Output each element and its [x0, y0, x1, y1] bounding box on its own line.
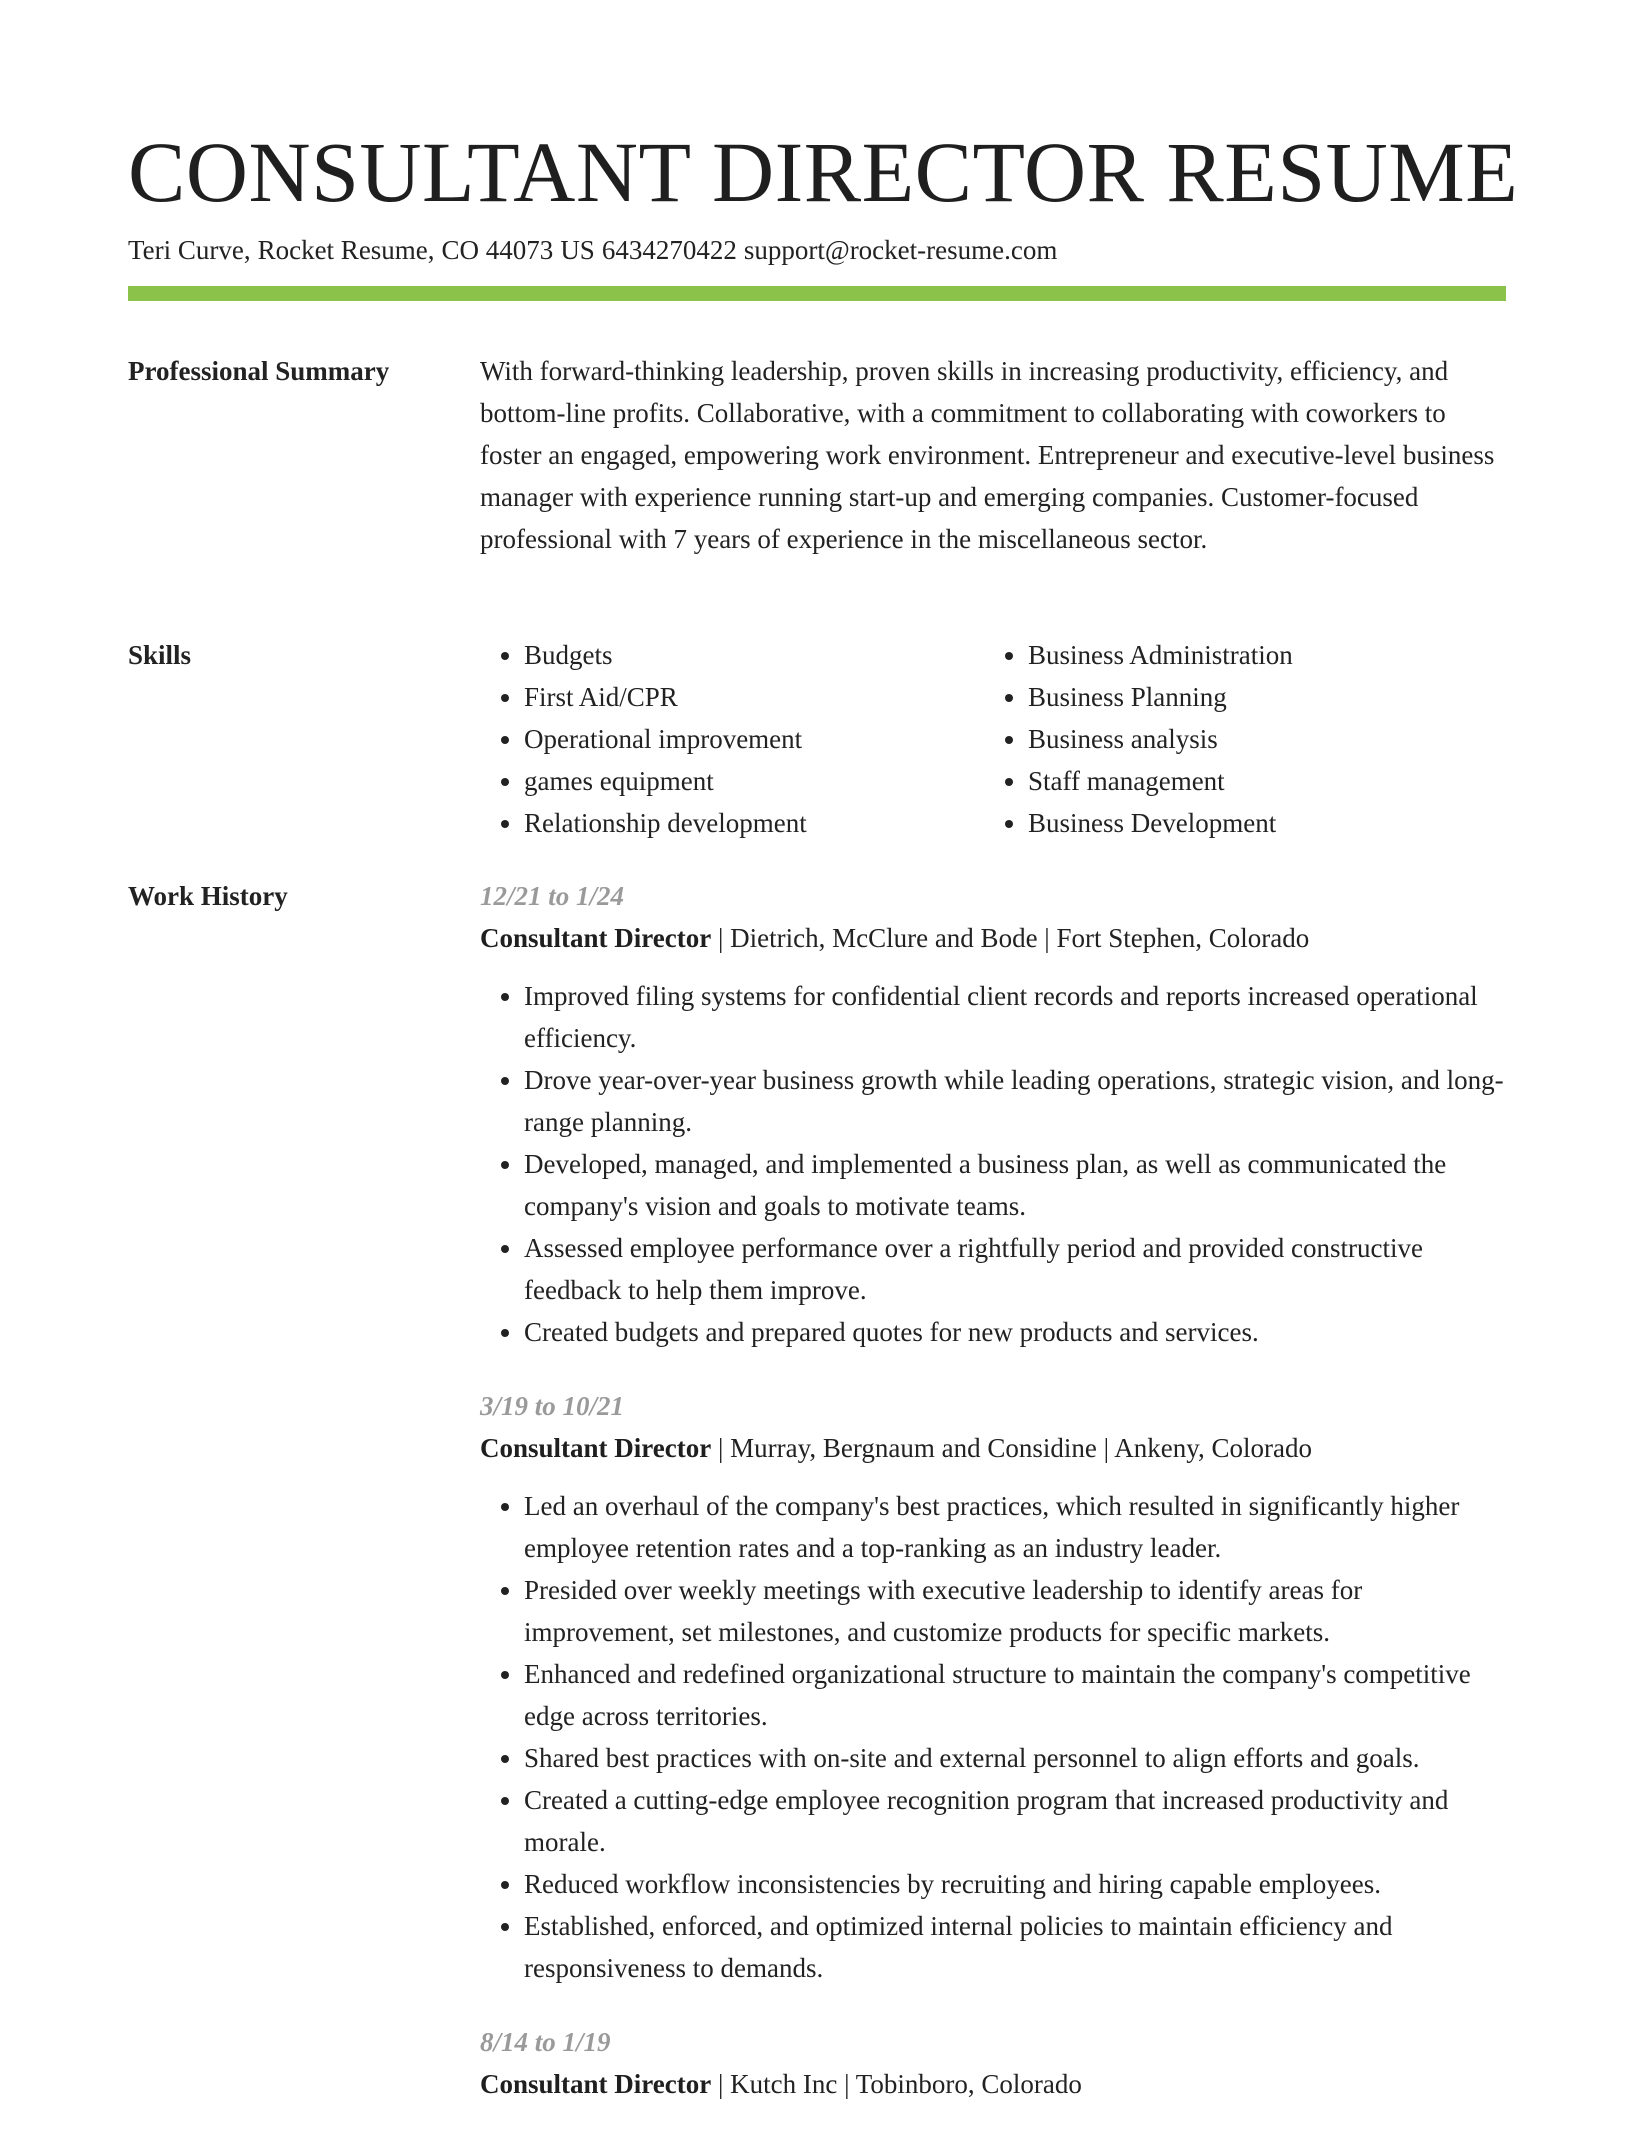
- job-bullets: [480, 1485, 1506, 1989]
- job-title: Consultant Director: [480, 2069, 712, 2099]
- job-company-location: | Dietrich, McClure and Bode | Fort Stephen, Colorado: [711, 923, 1310, 953]
- job-bullets: [480, 975, 1506, 1353]
- skill-item: • Business analysis: [1028, 718, 1528, 760]
- work-history-heading: Work History: [128, 881, 288, 911]
- skill-item: • Budgets: [524, 634, 984, 676]
- job-bullet: • Reduced workflow inconsistencies by recruiting and hiring capable employees.: [524, 1863, 1506, 1905]
- job-entry: [480, 1385, 1506, 1989]
- job-bullet: • Developed, managed, and implemented a business plan, as well as communicated the company's vision and goals to motivate teams.: [524, 1143, 1506, 1227]
- work-history-list: [480, 875, 1506, 2137]
- job-title: Consultant Director: [480, 1433, 712, 1463]
- skills-heading: Skills: [128, 640, 192, 670]
- job-bullet: • Drove year-over-year business growth while leading operations, strategic vision, and long-range planning.: [524, 1059, 1506, 1143]
- skill-item: • Business Development: [1028, 802, 1528, 844]
- skill-item: • Relationship development: [524, 802, 984, 844]
- job-dates: 12/21 to 1/24: [480, 881, 625, 911]
- skill-item: • games equipment: [524, 760, 984, 802]
- job-bullet: • Enhanced and redefined organizational structure to maintain the company's competitive edge across territories.: [524, 1653, 1506, 1737]
- job-company-location: | Murray, Bergnaum and Considine | Ankeny, Colorado: [711, 1433, 1312, 1463]
- job-bullet: • Improved filing systems for confidential client records and reports increased operational efficiency.: [524, 975, 1506, 1059]
- job-dates: 3/19 to 10/21: [480, 1391, 625, 1421]
- skill-item: • First Aid/CPR: [524, 676, 984, 718]
- contact-line: [128, 232, 1057, 268]
- summary-text: With forward-thinking leadership, proven skills in increasing productivity, efficiency, and bottom-line profits. Collaborative, with a commitment to collaborating with coworkers to foster an engaged, empowering work environment. Entrepreneur and executive-level business manager with experience running start-up and emerging companies. Customer-focused professional with 7 years of experience in the miscellaneous sector.: [480, 356, 1495, 554]
- skill-item: • Business Administration: [1028, 634, 1528, 676]
- job-entry: [480, 2021, 1506, 2105]
- skills-list-left: [480, 634, 984, 844]
- job-title: Consultant Director: [480, 923, 712, 953]
- skill-item: • Staff management: [1028, 760, 1528, 802]
- job-dates: 8/14 to 1/19: [480, 2027, 611, 2057]
- skills-list-right: [984, 634, 1528, 844]
- job-heading: [480, 917, 1506, 959]
- contact-name: Teri Curve,: [128, 235, 251, 265]
- job-bullet: • Assessed employee performance over a rightfully period and provided constructive feedback to help them improve.: [524, 1227, 1506, 1311]
- contact-phone: 6434270422: [601, 235, 737, 265]
- summary-heading: Professional Summary: [128, 356, 390, 386]
- job-bullet: • Created budgets and prepared quotes for new products and services.: [524, 1311, 1506, 1353]
- job-bullet: • Created a cutting-edge employee recognition program that increased productivity and morale.: [524, 1779, 1506, 1863]
- job-bullet: • Presided over weekly meetings with executive leadership to identify areas for improvement, set milestones, and customize products for specific markets.: [524, 1569, 1506, 1653]
- job-bullet: • Led an overhaul of the company's best practices, which resulted in significantly higher employee retention rates and a top-ranking as an industry leader.: [524, 1485, 1506, 1569]
- job-heading: [480, 2063, 1506, 2105]
- resume-title: CONSULTANT DIRECTOR RESUME: [128, 124, 1519, 220]
- contact-city: Rocket Resume,: [257, 235, 435, 265]
- job-company-location: | Kutch Inc | Tobinboro, Colorado: [711, 2069, 1082, 2099]
- header-divider: [128, 286, 1506, 301]
- job-bullet: • Shared best practices with on-site and external personnel to align efforts and goals.: [524, 1737, 1506, 1779]
- contact-email: support@rocket-resume.com: [743, 235, 1058, 265]
- skill-item: • Operational improvement: [524, 718, 984, 760]
- contact-country: US: [560, 235, 595, 265]
- job-entry: [480, 875, 1506, 1353]
- job-bullet: • Established, enforced, and optimized internal policies to maintain efficiency and responsiveness to demands.: [524, 1905, 1506, 1989]
- contact-state-zip: CO 44073: [441, 235, 554, 265]
- job-heading: [480, 1427, 1506, 1469]
- skill-item: • Business Planning: [1028, 676, 1528, 718]
